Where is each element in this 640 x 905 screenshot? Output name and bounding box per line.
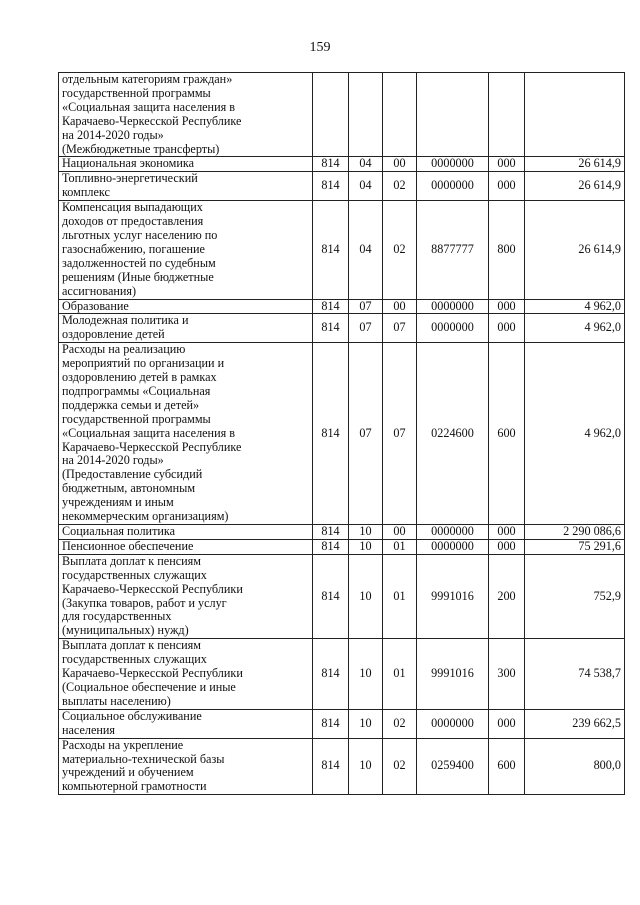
amount-cell: 4 962,0: [525, 343, 625, 525]
ministry-code-cell: 814: [313, 172, 349, 201]
expense-type-cell: 800: [489, 201, 525, 299]
amount-cell: 26 614,9: [525, 201, 625, 299]
section-code-cell: 10: [349, 525, 383, 540]
row-name-cell: Образование: [59, 299, 313, 314]
ministry-code-cell: 814: [313, 343, 349, 525]
table-row: [59, 639, 625, 710]
row-name-cell: Пенсионное обеспечение: [59, 539, 313, 554]
target-code-cell: 9991016: [417, 639, 489, 710]
ministry-code-cell: 814: [313, 299, 349, 314]
section-code-cell: 07: [349, 299, 383, 314]
amount-cell: 26 614,9: [525, 157, 625, 172]
amount-cell: 26 614,9: [525, 172, 625, 201]
table-row: [59, 709, 625, 738]
section-code-cell: 04: [349, 201, 383, 299]
page-number: 159: [309, 40, 331, 55]
table-row: [59, 738, 625, 795]
subsection-code-cell: 07: [383, 314, 417, 343]
expense-type-cell: 000: [489, 314, 525, 343]
expense-type-cell: 300: [489, 639, 525, 710]
row-name-cell: Выплата доплат к пенсиям государственных служащих Карачаево-Черкесской Республики (Социальное обеспечение и иные выплаты населению): [59, 639, 313, 710]
ministry-code-cell: [313, 73, 349, 157]
target-code-cell: 9991016: [417, 554, 489, 638]
expense-type-cell: [489, 73, 525, 157]
row-name-cell: Топливно-энергетический комплекс: [59, 172, 313, 201]
ministry-code-cell: 814: [313, 314, 349, 343]
section-code-cell: 10: [349, 539, 383, 554]
table-row: [59, 299, 625, 314]
section-code-cell: 04: [349, 172, 383, 201]
subsection-code-cell: 01: [383, 554, 417, 638]
ministry-code-cell: 814: [313, 525, 349, 540]
amount-cell: 239 662,5: [525, 709, 625, 738]
target-code-cell: 0000000: [417, 157, 489, 172]
subsection-code-cell: 02: [383, 738, 417, 795]
target-code-cell: 0000000: [417, 539, 489, 554]
expense-type-cell: 000: [489, 525, 525, 540]
section-code-cell: 10: [349, 639, 383, 710]
subsection-code-cell: [383, 73, 417, 157]
ministry-code-cell: 814: [313, 639, 349, 710]
section-code-cell: 10: [349, 554, 383, 638]
ministry-code-cell: 814: [313, 201, 349, 299]
expense-type-cell: 200: [489, 554, 525, 638]
subsection-code-cell: 00: [383, 299, 417, 314]
amount-cell: 2 290 086,6: [525, 525, 625, 540]
ministry-code-cell: 814: [313, 554, 349, 638]
row-name-cell: Расходы на реализацию мероприятий по организации и оздоровлению детей в рамках подпрограммы «Социальная поддержка семьи и детей» государственной программы «Социальная защита населения в Карачаево-Черкесской Республике на 2014-2020 годы» (Предоставление субсидий бюджетным, автономным учреждениям и иным некоммерческим организациям): [59, 343, 313, 525]
budget-table: [58, 72, 625, 795]
subsection-code-cell: 01: [383, 639, 417, 710]
subsection-code-cell: 02: [383, 709, 417, 738]
section-code-cell: [349, 73, 383, 157]
section-code-cell: 07: [349, 343, 383, 525]
target-code-cell: 8877777: [417, 201, 489, 299]
ministry-code-cell: 814: [313, 738, 349, 795]
expense-type-cell: 000: [489, 172, 525, 201]
section-code-cell: 10: [349, 709, 383, 738]
table-row: [59, 539, 625, 554]
subsection-code-cell: 00: [383, 525, 417, 540]
table-row: [59, 172, 625, 201]
table-row: [59, 73, 625, 157]
table-row: [59, 525, 625, 540]
amount-cell: [525, 73, 625, 157]
row-name-cell: отдельным категориям граждан» государственной программы «Социальная защита населения в Карачаево-Черкесской Республике на 2014-2020 годы» (Межбюджетные трансферты): [59, 73, 313, 157]
section-code-cell: 07: [349, 314, 383, 343]
table-row: [59, 554, 625, 638]
budget-table-body: [59, 73, 625, 795]
expense-type-cell: 000: [489, 539, 525, 554]
expense-type-cell: 000: [489, 709, 525, 738]
subsection-code-cell: 07: [383, 343, 417, 525]
amount-cell: 4 962,0: [525, 299, 625, 314]
subsection-code-cell: 01: [383, 539, 417, 554]
target-code-cell: [417, 73, 489, 157]
row-name-cell: Социальная политика: [59, 525, 313, 540]
amount-cell: 752,9: [525, 554, 625, 638]
target-code-cell: 0000000: [417, 299, 489, 314]
target-code-cell: 0224600: [417, 343, 489, 525]
subsection-code-cell: 00: [383, 157, 417, 172]
row-name-cell: Компенсация выпадающих доходов от предоставления льготных услуг населению по газоснабжению, погашение задолженностей по судебным решениям (Иные бюджетные ассигнования): [59, 201, 313, 299]
table-row: [59, 314, 625, 343]
target-code-cell: 0000000: [417, 314, 489, 343]
row-name-cell: Национальная экономика: [59, 157, 313, 172]
subsection-code-cell: 02: [383, 172, 417, 201]
ministry-code-cell: 814: [313, 157, 349, 172]
amount-cell: 75 291,6: [525, 539, 625, 554]
expense-type-cell: 000: [489, 299, 525, 314]
row-name-cell: Социальное обслуживание населения: [59, 709, 313, 738]
amount-cell: 4 962,0: [525, 314, 625, 343]
table-row: [59, 343, 625, 525]
subsection-code-cell: 02: [383, 201, 417, 299]
row-name-cell: Расходы на укрепление материально-технической базы учреждений и обучением компьютерной грамотности: [59, 738, 313, 795]
target-code-cell: 0000000: [417, 172, 489, 201]
target-code-cell: 0000000: [417, 709, 489, 738]
row-name-cell: Выплата доплат к пенсиям государственных служащих Карачаево-Черкесской Республики (Закупка товаров, работ и услуг для государственных (муниципальных) нужд): [59, 554, 313, 638]
section-code-cell: 04: [349, 157, 383, 172]
expense-type-cell: 600: [489, 343, 525, 525]
row-name-cell: Молодежная политика и оздоровление детей: [59, 314, 313, 343]
target-code-cell: 0259400: [417, 738, 489, 795]
section-code-cell: 10: [349, 738, 383, 795]
amount-cell: 74 538,7: [525, 639, 625, 710]
ministry-code-cell: 814: [313, 709, 349, 738]
table-row: [59, 157, 625, 172]
table-row: [59, 201, 625, 299]
amount-cell: 800,0: [525, 738, 625, 795]
expense-type-cell: 600: [489, 738, 525, 795]
expense-type-cell: 000: [489, 157, 525, 172]
ministry-code-cell: 814: [313, 539, 349, 554]
target-code-cell: 0000000: [417, 525, 489, 540]
